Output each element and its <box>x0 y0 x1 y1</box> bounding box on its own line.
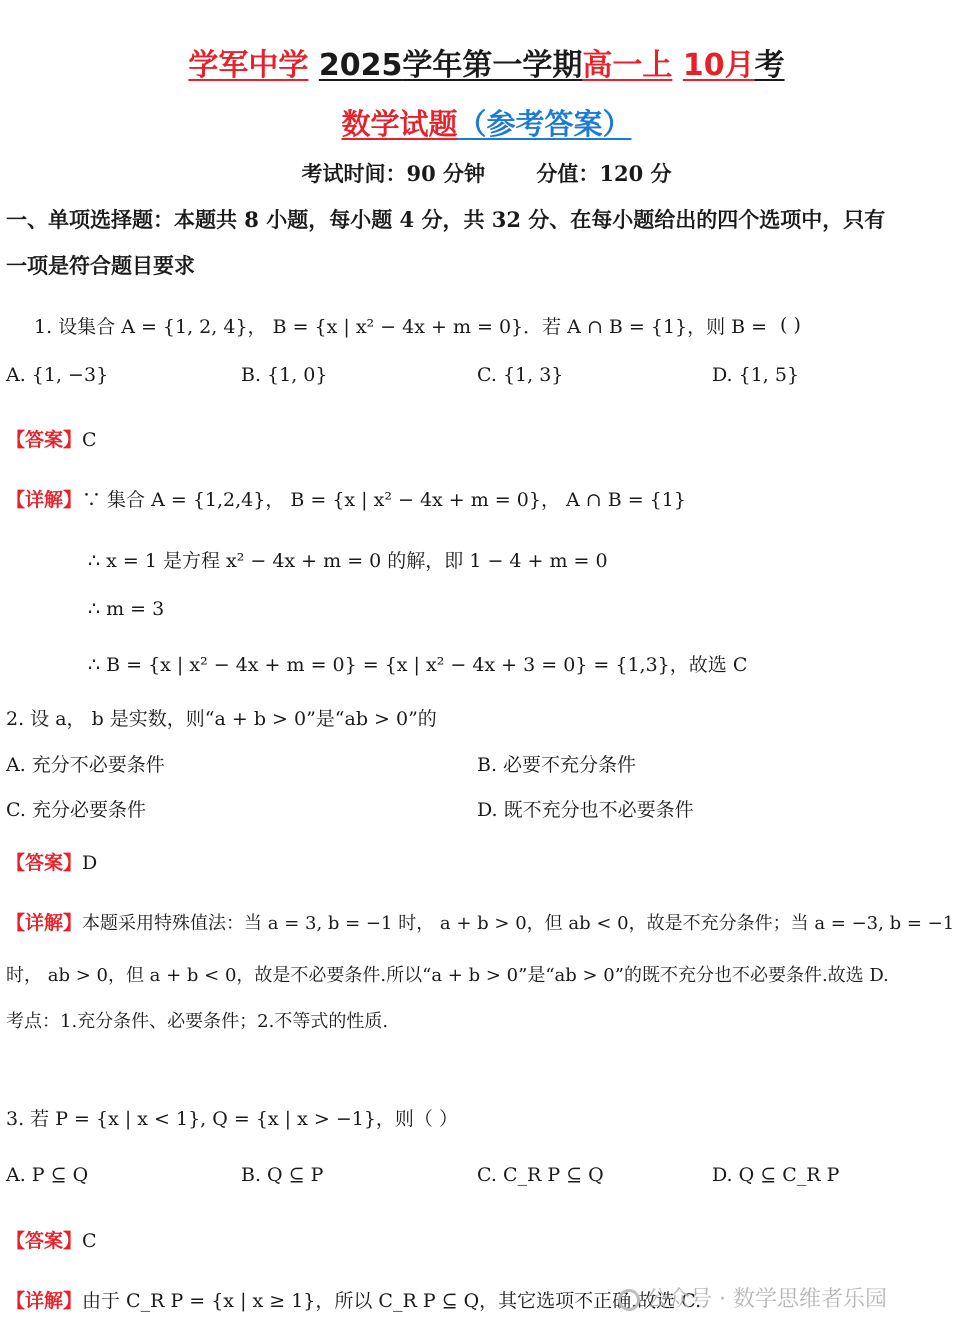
q1-detail-line3: ∴ m = 3 <box>88 598 165 620</box>
q1-detail-line1 <box>6 485 686 512</box>
q1-detail-line4: ∴ B = {x | x² − 4x + m = 0} = {x | x² − 4x + 3 = 0} = {1,3}，故选 C <box>88 654 748 676</box>
q3-option-c: C. C_R P ⊆ Q <box>477 1164 604 1186</box>
q1-option-a: A. {1, −3} <box>6 364 109 386</box>
q1-paren: ( ) <box>780 314 801 336</box>
title-year: 2025 <box>318 48 403 83</box>
q3-option-b: B. Q ⊆ P <box>241 1164 324 1186</box>
q3-detail <box>6 1286 701 1313</box>
title-grade: 高一上 <box>582 48 673 83</box>
q2-option-d: D. 既不充分也不必要条件 <box>477 799 694 821</box>
school-name: 学军中学 <box>188 48 309 83</box>
exam-info <box>0 158 973 188</box>
title-month: 10月 <box>682 48 755 83</box>
subtitle-subject: 数学试题 <box>341 107 458 141</box>
q1-answer <box>6 425 97 452</box>
q1-option-d: D. {1, 5} <box>712 364 800 386</box>
q2-answer <box>6 848 97 875</box>
q2-detail-line3: 考点：1.充分条件、必要条件；2.不等式的性质. <box>6 1011 389 1032</box>
q3-stem: 3. 若 P = {x | x < 1}, Q = {x | x > −1}，则（ ） <box>6 1108 458 1130</box>
q3-option-d: D. Q ⊆ C_R P <box>712 1164 840 1186</box>
q1-option-c: C. {1, 3} <box>477 364 564 386</box>
answer-tag: 【答案】 <box>6 429 83 451</box>
q2-detail-line2: 时， ab > 0，但 a + b < 0，故是不必要条件.所以“a + b > 0”是“ab > 0”的既不充分也不必要条件.故选 D. <box>6 965 889 986</box>
q1-stem: 1. 设集合 A = {1, 2, 4}， B = {x | x² − 4x + m = 0}．若 A ∩ B = {1}，则 B = <box>34 316 768 338</box>
section-heading-line2: 一项是符合题目要求 <box>6 253 195 278</box>
detail-tag: 【详解】 <box>6 489 83 511</box>
q2-option-b: B. 必要不充分条件 <box>477 754 637 776</box>
detail-tag: 【详解】 <box>6 1290 83 1312</box>
answer-tag: 【答案】 <box>6 1230 83 1252</box>
q1-option-b: B. {1, 0} <box>241 364 328 386</box>
exam-score: 分值：120 分 <box>536 161 672 186</box>
answer-value: C <box>82 429 97 451</box>
detail-tag: 【详解】 <box>6 912 83 934</box>
exam-subtitle <box>0 102 973 143</box>
detail-text: 由于 C_R P = {x | x ≥ 1}，所以 C_R P ⊆ Q，其它选项不正确.故选 C. <box>82 1290 702 1312</box>
answer-value: C <box>82 1230 97 1252</box>
watermark-text: 公众号 · 数学思维者乐园 <box>646 1287 887 1312</box>
exam-time: 考试时间：90 分钟 <box>301 161 486 186</box>
q3-option-a: A. P ⊆ Q <box>6 1164 89 1186</box>
q2-detail-line1 <box>6 908 954 935</box>
answer-value: D <box>82 852 98 874</box>
title-exam: 考 <box>754 48 785 83</box>
q1-detail-line2: ∴ x = 1 是方程 x² − 4x + m = 0 的解，即 1 − 4 + m = 0 <box>88 550 608 572</box>
detail-text: ∵ 集合 A = {1,2,4}， B = {x | x² − 4x + m = 0}， A ∩ B = {1} <box>82 489 686 511</box>
section-heading-line1: 一、单项选择题：本题共 8 小题，每小题 4 分，共 32 分、在每小题给出的四个选项中，只有 <box>6 207 886 232</box>
subtitle-answer: （参考答案） <box>457 107 632 141</box>
q2-option-a: A. 充分不必要条件 <box>6 754 165 776</box>
answer-tag: 【答案】 <box>6 852 83 874</box>
wechat-icon <box>618 1289 640 1311</box>
watermark <box>618 1282 887 1313</box>
exam-title <box>0 40 973 84</box>
title-term: 学年第一学期 <box>402 48 583 83</box>
q2-option-c: C. 充分必要条件 <box>6 799 146 821</box>
detail-text: 本题采用特殊值法：当 a = 3, b = −1 时， a + b > 0，但 ab < 0，故是不充分条件；当 a = −3, b = −1 <box>82 913 955 934</box>
q3-answer <box>6 1226 97 1253</box>
q2-stem: 2. 设 a， b 是实数，则“a + b > 0”是“ab > 0”的 <box>6 708 437 730</box>
